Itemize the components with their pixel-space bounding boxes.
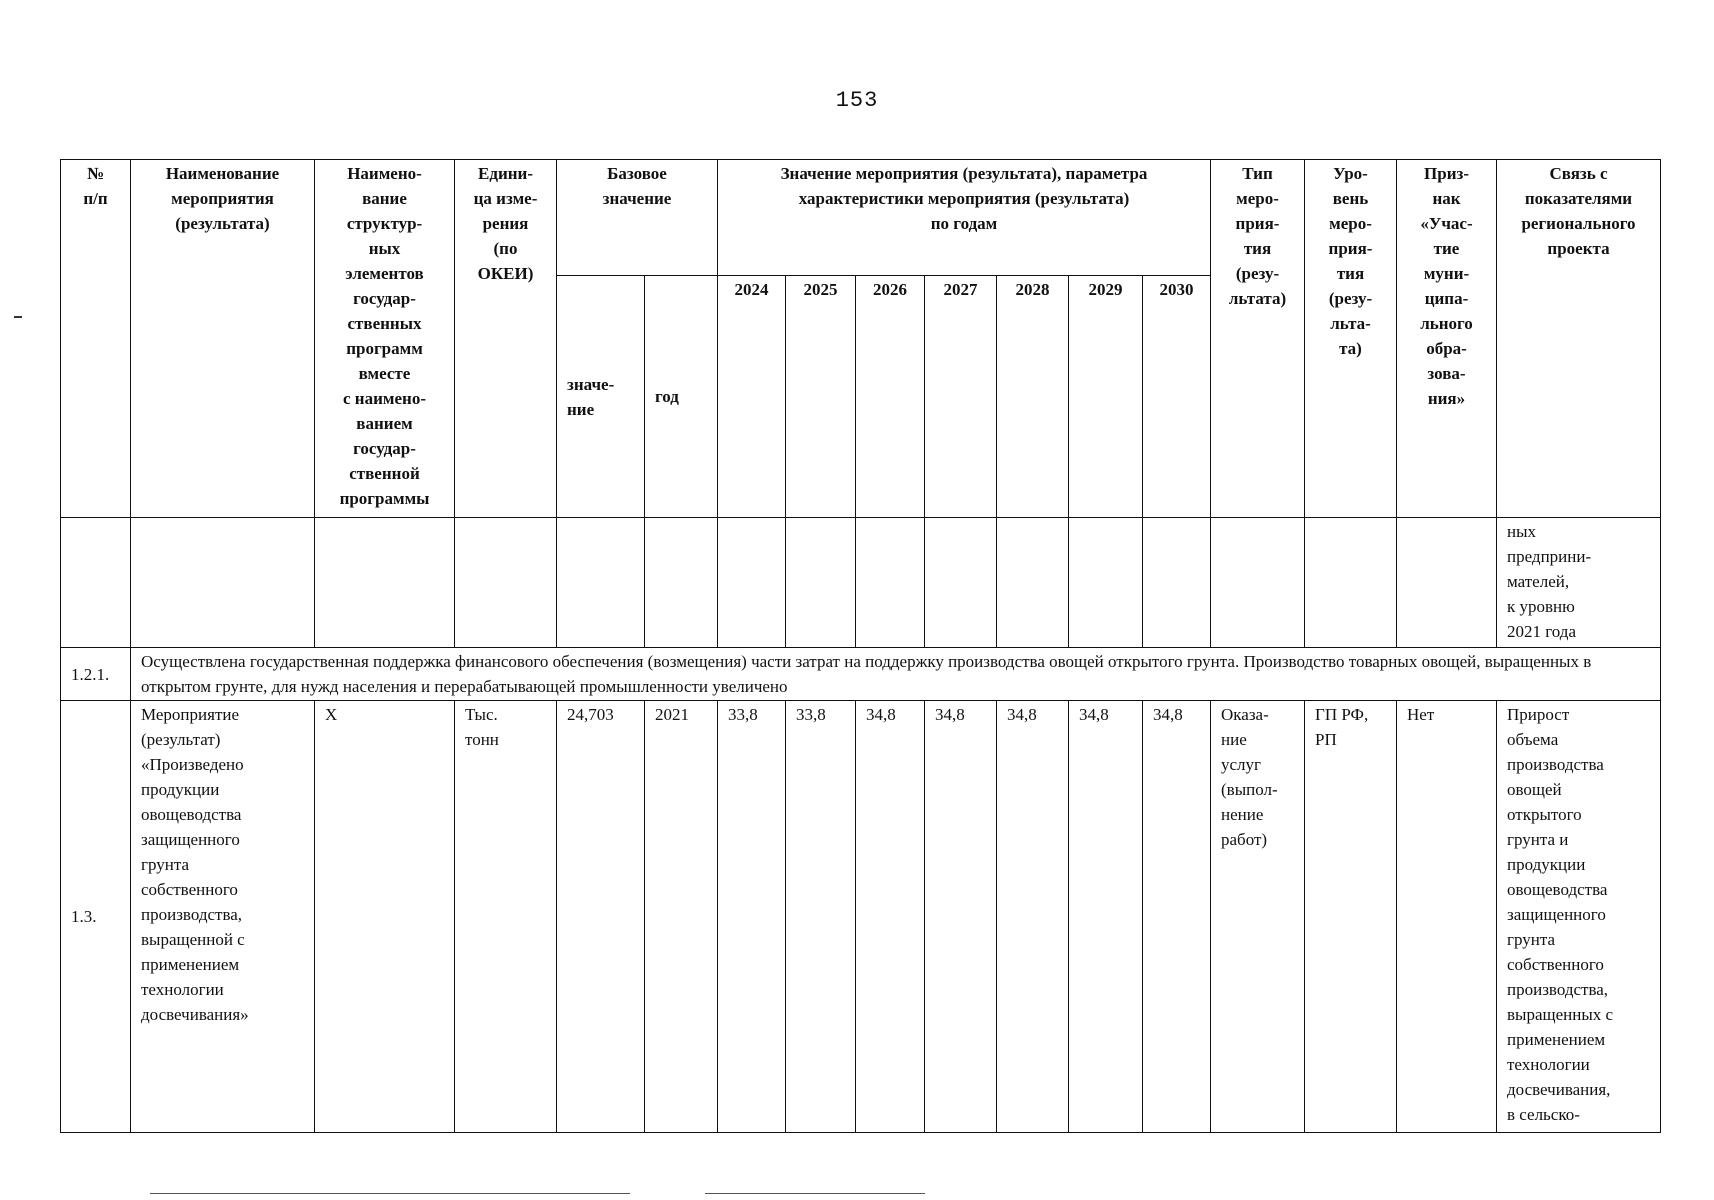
header-values-by-year: Значение мероприятия (результата), параметра характеристики мероприятия (результата) по годам bbox=[718, 160, 1211, 276]
header-base: Базовое значение bbox=[557, 160, 718, 276]
header-base-value: значе- ние bbox=[557, 276, 645, 518]
cont-base-value bbox=[557, 518, 645, 648]
header-structural-elements: Наимено- вание структур- ных элементов государ- ственных программ вместе с наимено- ванием государ- ственной программы bbox=[315, 160, 455, 518]
cont-num bbox=[61, 518, 131, 648]
row-unit: Тыс. тонн bbox=[455, 701, 557, 1133]
row-value-2028: 34,8 bbox=[997, 701, 1069, 1133]
cont-struct bbox=[315, 518, 455, 648]
section-row bbox=[61, 648, 1661, 701]
header-base-year: год bbox=[645, 276, 718, 518]
header-level: Уро- вень меро- прия- тия (резу- льта- та) bbox=[1305, 160, 1397, 518]
cont-year-cell bbox=[997, 518, 1069, 648]
cont-level bbox=[1305, 518, 1397, 648]
cont-municipal bbox=[1397, 518, 1497, 648]
measures-table bbox=[60, 159, 1661, 1133]
cont-year-cell bbox=[856, 518, 925, 648]
row-type: Оказа- ние услуг (выпол- нение работ) bbox=[1211, 701, 1305, 1133]
header-num: № п/п bbox=[61, 160, 131, 518]
header-year-2030: 2030 bbox=[1143, 276, 1211, 518]
section-number: 1.2.1. bbox=[61, 648, 131, 701]
section-text: Осуществлена государственная поддержка финансового обеспечения (возмещения) части затрат на поддержку производства овощей открытого грунта. Производство товарных овощей, выращенных в открытом грунте, для нужд населения и перерабатывающей промышленности увеличено bbox=[131, 648, 1661, 701]
header-year-2026: 2026 bbox=[856, 276, 925, 518]
header-year-2025: 2025 bbox=[786, 276, 856, 518]
measure-row bbox=[61, 701, 1661, 1133]
cont-name bbox=[131, 518, 315, 648]
cont-year-cell bbox=[925, 518, 997, 648]
header-year-2029: 2029 bbox=[1069, 276, 1143, 518]
header-year-2024: 2024 bbox=[718, 276, 786, 518]
row-value-2024: 33,8 bbox=[718, 701, 786, 1133]
cont-year-cell bbox=[1069, 518, 1143, 648]
row-value-2025: 33,8 bbox=[786, 701, 856, 1133]
continuation-row bbox=[61, 518, 1661, 648]
header-row-top bbox=[61, 160, 1661, 276]
header-type: Тип меро- прия- тия (резу- льтата) bbox=[1211, 160, 1305, 518]
row-base-value: 24,703 bbox=[557, 701, 645, 1133]
row-value-2030: 34,8 bbox=[1143, 701, 1211, 1133]
header-municipal: Приз- нак «Учас- тие муни- ципа- льного обра- зова- ния» bbox=[1397, 160, 1497, 518]
row-value-2026: 34,8 bbox=[856, 701, 925, 1133]
row-value-2027: 34,8 bbox=[925, 701, 997, 1133]
header-link: Связь с показателями регионального проекта bbox=[1497, 160, 1661, 518]
header-year-2027: 2027 bbox=[925, 276, 997, 518]
header-year-2028: 2028 bbox=[997, 276, 1069, 518]
row-link: Прирост объема производства овощей открытого грунта и продукции овощеводства защищенного грунта собственного производства, выращенных с применением технологии досвечивания, в сельско- bbox=[1497, 701, 1661, 1133]
row-value-2029: 34,8 bbox=[1069, 701, 1143, 1133]
page-number: 153 bbox=[835, 88, 879, 113]
row-name: Мероприятие (результат) «Произведено продукции овощеводства защищенного грунта собственного производства, выращенной с применением технологии досвечивания» bbox=[131, 701, 315, 1133]
header-name: Наименование мероприятия (результата) bbox=[131, 160, 315, 518]
row-level: ГП РФ, РП bbox=[1305, 701, 1397, 1133]
row-struct: Х bbox=[315, 701, 455, 1133]
row-number: 1.3. bbox=[61, 701, 131, 1133]
cont-year-cell bbox=[1143, 518, 1211, 648]
cont-base-year bbox=[645, 518, 718, 648]
header-unit: Едини- ца изме- рения (по ОКЕИ) bbox=[455, 160, 557, 518]
cont-link-text: ных предприни- мателей, к уровню 2021 года bbox=[1497, 518, 1661, 648]
cont-year-cell bbox=[786, 518, 856, 648]
footer-line bbox=[705, 1193, 925, 1194]
row-municipal: Нет bbox=[1397, 701, 1497, 1133]
margin-mark bbox=[14, 316, 22, 318]
cont-year-cell bbox=[718, 518, 786, 648]
cont-unit bbox=[455, 518, 557, 648]
row-base-year: 2021 bbox=[645, 701, 718, 1133]
footer-line bbox=[150, 1193, 630, 1194]
cont-type bbox=[1211, 518, 1305, 648]
